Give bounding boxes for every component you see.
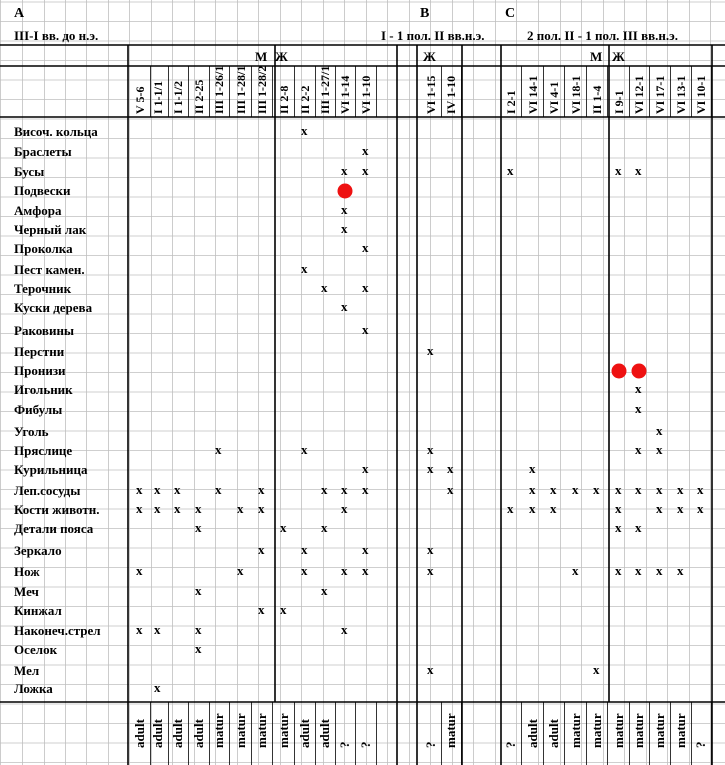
column-header: VI 17-1	[653, 75, 667, 114]
cell-marker: x	[195, 501, 202, 516]
column-header: III 1-28/2	[255, 65, 269, 114]
section-a-male-label: М	[255, 49, 268, 64]
age-label: matur	[589, 713, 604, 748]
cell-marker: x	[362, 322, 369, 337]
cell-marker: x	[195, 520, 202, 535]
row-label: Оселок	[14, 642, 58, 657]
cell-marker: x	[677, 482, 684, 497]
cell-marker: x	[447, 482, 454, 497]
row-label: Проколка	[14, 241, 73, 256]
row-label: Ложка	[14, 681, 53, 696]
cell-marker: x	[280, 520, 287, 535]
age-label: matur	[611, 713, 626, 748]
cell-marker: x	[635, 163, 642, 178]
column-header: VI 4-1	[547, 81, 561, 114]
row-label: Курильница	[14, 462, 88, 477]
row-label: Кости животн.	[14, 502, 100, 517]
cell-marker: x	[154, 501, 161, 516]
column-header: VI 1-14	[338, 75, 352, 114]
column-header: VI 1-15	[424, 75, 438, 114]
row-label: Бусы	[14, 164, 45, 179]
column-header: II 2-25	[192, 79, 206, 114]
age-label: matur	[568, 713, 583, 748]
cell-marker: x	[697, 501, 704, 516]
cell-marker: x	[677, 501, 684, 516]
section-c-female-label: Ж	[612, 49, 625, 64]
row-label: Зеркало	[14, 543, 62, 558]
row-label: Игольник	[14, 382, 73, 397]
row-label: Подвески	[14, 183, 71, 198]
row-label: Леп.сосуды	[14, 483, 81, 498]
row-label: Фибулы	[14, 402, 63, 417]
cell-marker: x	[237, 501, 244, 516]
cell-marker: x	[615, 520, 622, 535]
cell-marker: x	[427, 343, 434, 358]
cell-marker: x	[656, 482, 663, 497]
cell-marker: x	[656, 563, 663, 578]
cell-marker: x	[529, 461, 536, 476]
cell-marker: x	[635, 482, 642, 497]
cell-marker: x	[154, 680, 161, 695]
cell-marker: x	[321, 583, 328, 598]
cell-marker: x	[136, 482, 143, 497]
cell-marker: x	[697, 482, 704, 497]
age-label: adult	[525, 719, 540, 748]
cell-marker: x	[572, 563, 579, 578]
row-labels	[14, 124, 101, 696]
column-header: III 1-26/1	[212, 65, 226, 114]
red-dot-marker	[612, 364, 627, 379]
column-header: I 1-1/2	[171, 81, 185, 114]
section-c-male-label: М	[590, 49, 603, 64]
cell-marker: x	[258, 482, 265, 497]
column-header: III 1-28/1	[234, 65, 248, 114]
column-header: IV 1-10	[444, 75, 458, 114]
cell-marker: x	[341, 622, 348, 637]
section-c-letter: C	[505, 6, 516, 21]
cell-marker: x	[362, 461, 369, 476]
cell-marker: x	[427, 563, 434, 578]
cell-marker: x	[427, 442, 434, 457]
age-label: matur	[276, 713, 291, 748]
row-label: Перстни	[14, 344, 65, 359]
cell-marker: x	[427, 662, 434, 677]
column-header: I 2-1	[504, 90, 518, 114]
age-label: matur	[631, 713, 646, 748]
row-label: Браслеты	[14, 144, 72, 159]
cell-marker: x	[362, 482, 369, 497]
cell-marker: x	[635, 520, 642, 535]
cell-marker: x	[635, 442, 642, 457]
age-label: ?	[337, 741, 352, 748]
cell-marker: x	[195, 641, 202, 656]
row-label: Раковины	[14, 323, 75, 338]
row-label: Меч	[14, 584, 39, 599]
section-a-female-label: Ж	[275, 49, 288, 64]
row-label: Пест камен.	[14, 262, 85, 277]
column-header: VI 10-1	[694, 75, 708, 114]
red-dot-marker	[338, 184, 353, 199]
age-label: ?	[503, 741, 518, 748]
cell-marker: x	[447, 461, 454, 476]
age-label: ?	[358, 741, 373, 748]
cell-marker: x	[656, 442, 663, 457]
column-header: III 1-27/1	[318, 65, 332, 114]
cell-marker: x	[195, 622, 202, 637]
column-header: VI 13-1	[674, 75, 688, 114]
row-label: Наконеч.стрел	[14, 623, 101, 638]
column-header: VI 1-10	[359, 75, 373, 114]
cell-marker: x	[677, 563, 684, 578]
cell-marker: x	[656, 501, 663, 516]
cell-marker: x	[341, 501, 348, 516]
row-label: Амфора	[14, 203, 62, 218]
cell-marker: x	[427, 461, 434, 476]
age-label: adult	[317, 719, 332, 748]
age-label: adult	[546, 719, 561, 748]
cell-marker: x	[507, 163, 514, 178]
cell-marker: x	[321, 482, 328, 497]
cell-marker: x	[301, 442, 308, 457]
age-label: matur	[254, 713, 269, 748]
age-label: adult	[191, 719, 206, 748]
cell-marker: x	[136, 622, 143, 637]
cell-marker: x	[507, 501, 514, 516]
cell-marker: x	[301, 123, 308, 138]
cell-marker: x	[341, 221, 348, 236]
cell-marker: x	[341, 299, 348, 314]
section-b-period: I - 1 пол. II вв.н.э.	[381, 28, 485, 43]
column-header: II 1-4	[590, 85, 604, 114]
cell-marker: x	[195, 583, 202, 598]
age-label: adult	[150, 719, 165, 748]
cell-marker: x	[362, 542, 369, 557]
cell-marker: x	[321, 280, 328, 295]
cell-marker: x	[174, 482, 181, 497]
cell-marker: x	[136, 501, 143, 516]
cell-marker: x	[615, 482, 622, 497]
cell-marker: x	[427, 542, 434, 557]
column-header: I 1-1/1	[151, 81, 165, 114]
cell-marker: x	[635, 401, 642, 416]
cell-marker: x	[321, 520, 328, 535]
row-label: Пронизи	[14, 363, 66, 378]
cell-marker: x	[174, 501, 181, 516]
cell-marker: x	[593, 482, 600, 497]
row-label: Черный лак	[14, 222, 87, 237]
cell-marker: x	[301, 542, 308, 557]
cell-marker: x	[341, 202, 348, 217]
cell-marker: x	[154, 482, 161, 497]
section-b-letter: B	[420, 6, 430, 21]
row-label: Пряслице	[14, 443, 73, 458]
column-header: II 2-8	[277, 85, 291, 114]
cell-marker: x	[154, 622, 161, 637]
cell-marker: x	[635, 381, 642, 396]
cell-marker: x	[362, 143, 369, 158]
column-header: I 9-1	[612, 90, 626, 114]
cell-marker: x	[572, 482, 579, 497]
section-a-letter: A	[14, 6, 25, 21]
cell-marker: x	[215, 442, 222, 457]
cell-marker: x	[656, 423, 663, 438]
cell-marker: x	[258, 501, 265, 516]
row-label: Уголь	[14, 424, 49, 439]
cell-marker: x	[341, 163, 348, 178]
age-label: matur	[673, 713, 688, 748]
cell-marker: x	[529, 482, 536, 497]
column-header: II 2-2	[298, 85, 312, 114]
row-label: Нож	[14, 564, 40, 579]
cell-marker: x	[362, 163, 369, 178]
cell-marker: x	[258, 542, 265, 557]
table-text	[14, 6, 678, 64]
cell-marks	[136, 123, 704, 695]
cell-marker: x	[341, 482, 348, 497]
column-headers	[133, 66, 708, 114]
age-label: matur	[233, 713, 248, 748]
cell-marker: x	[258, 602, 265, 617]
cell-marker: x	[529, 501, 536, 516]
age-label: adult	[132, 719, 147, 748]
cell-marker: x	[635, 563, 642, 578]
cell-marker: x	[362, 280, 369, 295]
cell-marker: x	[615, 563, 622, 578]
row-label: Детали пояса	[14, 521, 94, 536]
age-label: matur	[652, 713, 667, 748]
row-label: Мел	[14, 663, 40, 678]
column-header: V 5-6	[133, 86, 147, 114]
age-label: adult	[297, 719, 312, 748]
age-label: ?	[693, 741, 708, 748]
cell-marker: x	[280, 602, 287, 617]
cell-marker: x	[136, 563, 143, 578]
section-a-period: III-I вв. до н.э.	[14, 28, 99, 43]
cell-marker: x	[341, 563, 348, 578]
section-b-female-label: Ж	[423, 49, 436, 64]
cell-marker: x	[301, 563, 308, 578]
age-label: matur	[443, 713, 458, 748]
row-label: Терочник	[14, 281, 72, 296]
row-label: Кинжал	[14, 603, 62, 618]
cell-marker: x	[593, 662, 600, 677]
cell-marker: x	[615, 501, 622, 516]
red-dot-marker	[632, 364, 647, 379]
cell-marker: x	[215, 482, 222, 497]
cell-marker: x	[301, 261, 308, 276]
row-label: Височ. кольца	[14, 124, 98, 139]
cell-marker: x	[615, 163, 622, 178]
column-header: VI 12-1	[632, 75, 646, 114]
section-c-period: 2 пол. II - 1 пол. III вв.н.э.	[527, 28, 678, 43]
cell-marker: x	[362, 563, 369, 578]
age-label: adult	[170, 719, 185, 748]
column-header: VI 14-1	[526, 75, 540, 114]
column-header: VI 18-1	[569, 75, 583, 114]
age-label: matur	[211, 713, 226, 748]
row-label: Куски дерева	[14, 300, 93, 315]
cell-marker: x	[237, 563, 244, 578]
cell-marker: x	[362, 240, 369, 255]
cell-marker: x	[550, 482, 557, 497]
age-label: ?	[423, 741, 438, 748]
cell-marker: x	[550, 501, 557, 516]
